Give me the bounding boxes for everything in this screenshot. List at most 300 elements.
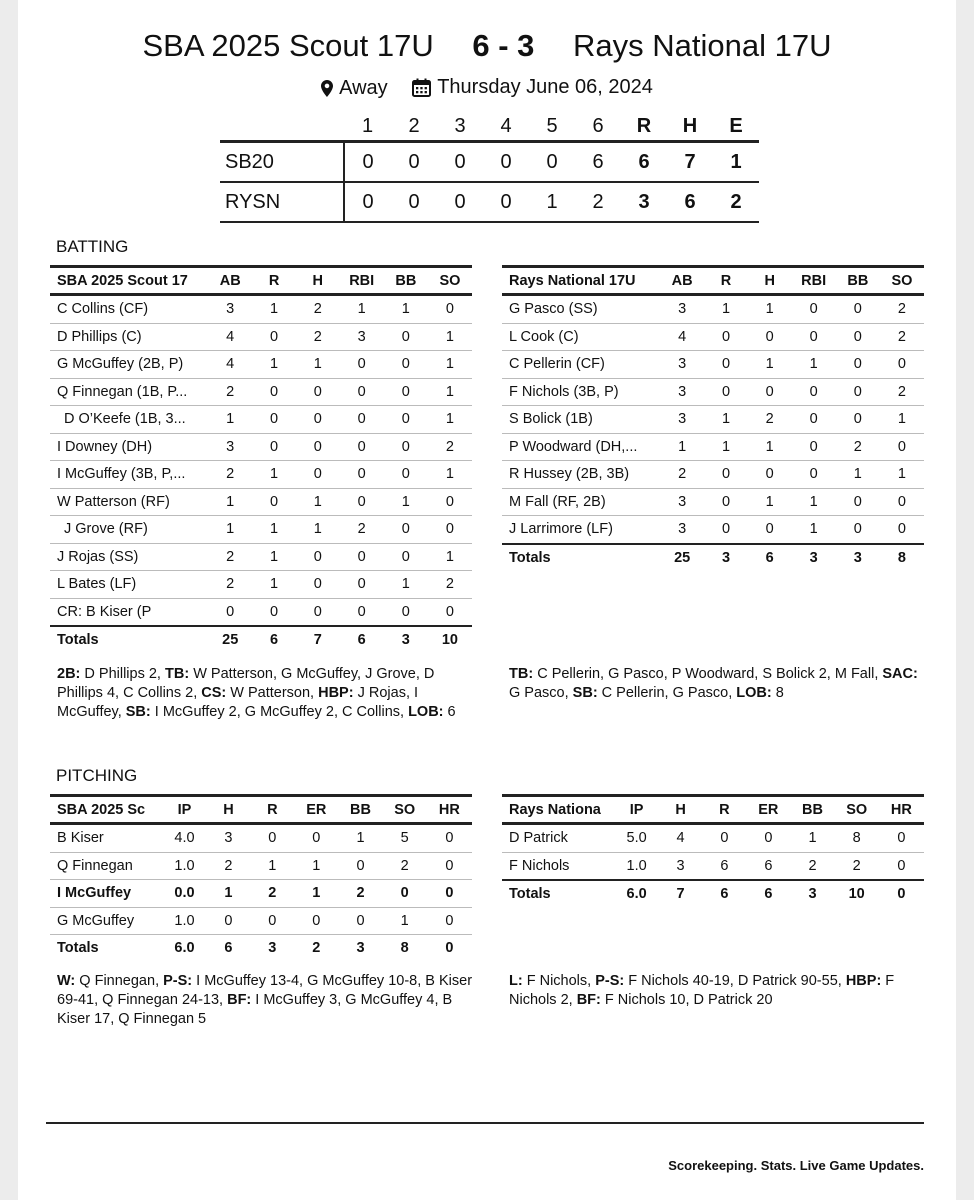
stat-column-header: HR: [438, 801, 460, 818]
player-name: M Fall (RF, 2B): [502, 488, 660, 516]
stat-column-header: SO: [439, 272, 461, 289]
note-text: D Phillips 2,: [80, 666, 165, 682]
home-batting-notes: [57, 665, 477, 722]
stat-cell: 1: [296, 488, 340, 516]
stat-cell: 1: [208, 516, 252, 544]
stat-cell: 1: [704, 406, 748, 434]
stat-cell: 2: [340, 516, 384, 544]
player-name: I McGuffey (3B, P,...: [50, 461, 208, 489]
stat-cell: 0: [340, 571, 384, 599]
stat-cell: 2: [880, 295, 924, 324]
linescore-cell: 0: [454, 190, 466, 213]
stat-cell: 4: [659, 824, 703, 853]
stat-column-header: SO: [394, 801, 416, 818]
stat-column-header: IP: [177, 801, 192, 818]
stat-cell: 6: [746, 852, 790, 880]
stat-table-header: [50, 796, 472, 824]
stat-cell: 3: [660, 406, 704, 434]
note-text: 8: [771, 685, 784, 701]
note-text: 6: [443, 704, 456, 720]
linescore-column-header: H: [682, 115, 698, 137]
player-name: L Bates (LF): [50, 571, 208, 599]
totals-row: [50, 935, 472, 962]
stat-cell: 0: [384, 323, 428, 351]
stat-cell: 1: [384, 295, 428, 324]
note-label: LOB:: [408, 704, 444, 720]
stat-cell: 0: [384, 406, 428, 434]
player-row: [50, 598, 472, 626]
player-row: [50, 378, 472, 406]
note-label: TB:: [165, 666, 190, 682]
away-pitching-table: [502, 794, 924, 908]
stat-header-row: [50, 796, 472, 824]
game-date: Thursday June 06, 2024: [437, 76, 653, 98]
stat-cell: 0: [704, 488, 748, 516]
stat-column-header: IP: [629, 801, 644, 818]
player-name: Q Finnegan: [50, 852, 162, 880]
stat-cell: 0: [792, 433, 836, 461]
stat-cell: 1: [383, 907, 427, 935]
stat-cell: 2: [880, 323, 924, 351]
totals-cell: 0: [445, 940, 454, 957]
stat-table-header: [502, 267, 924, 295]
linescore-cell: 0: [362, 190, 374, 213]
stat-cell: 0: [252, 323, 296, 351]
stat-cell: 2: [208, 571, 252, 599]
stat-cell: 0: [250, 824, 294, 853]
note-label: CS:: [201, 685, 227, 701]
stat-cell: 2: [296, 323, 340, 351]
player-name: G Pasco (SS): [502, 295, 660, 324]
note-text: I McGuffey 13-4, G McGuffey 10-8, B Kiser 69-41, Q Finnegan 24-13,: [57, 973, 473, 1008]
team-column-header: Rays National 17U: [509, 272, 636, 289]
stat-cell: 0: [836, 295, 880, 324]
player-row: [502, 295, 924, 324]
stat-cell: 3: [660, 516, 704, 544]
note-label: HBP:: [318, 685, 354, 701]
linescore-column-header: 6: [592, 115, 604, 137]
stat-column-header: ER: [306, 801, 327, 818]
totals-cell: 6.0: [615, 880, 659, 908]
stat-cell: 0: [792, 461, 836, 489]
player-row: [50, 907, 472, 935]
totals-cell: 25: [208, 626, 252, 654]
stat-cell: 1: [208, 488, 252, 516]
stat-cell: 1: [704, 433, 748, 461]
stat-cell: 0: [880, 351, 924, 379]
note-text: W Patterson,: [226, 685, 319, 701]
stat-cell: 0: [252, 488, 296, 516]
stat-cell: 1: [340, 295, 384, 324]
team-column-header: Rays Nationa: [509, 801, 601, 818]
stat-cell: 2: [835, 852, 879, 880]
stat-cell: 0: [296, 461, 340, 489]
stat-cell: 1: [208, 406, 252, 434]
stat-cell: 1: [252, 543, 296, 571]
stat-cell: 1.0: [162, 907, 206, 935]
player-name: J Grove (RF): [50, 516, 208, 544]
stat-column-header: RBI: [801, 272, 827, 289]
stat-cell: 0: [792, 378, 836, 406]
stat-cell: 2: [790, 852, 834, 880]
stat-cell: 0: [704, 351, 748, 379]
stat-cell: 1: [338, 824, 382, 853]
stat-column-header: HR: [890, 801, 912, 818]
linescore-team: SB20: [220, 142, 344, 183]
player-name: C Collins (CF): [50, 295, 208, 324]
stat-cell: 2: [296, 295, 340, 324]
stat-cell: 1: [660, 433, 704, 461]
stat-cell: 1: [428, 461, 472, 489]
totals-label: Totals: [50, 626, 208, 654]
totals-cell: 10: [835, 880, 879, 908]
stat-cell: 2: [428, 433, 472, 461]
stat-cell: 0: [428, 295, 472, 324]
totals-cell: 8: [400, 940, 409, 957]
stat-column-header: ER: [758, 801, 779, 818]
player-name: P Woodward (DH,...: [502, 433, 660, 461]
stat-cell: 2: [660, 461, 704, 489]
stat-cell: 0: [748, 378, 792, 406]
totals-label: Totals: [502, 880, 615, 908]
home-pitching-notes: [57, 972, 477, 1029]
stat-cell: 0.0: [162, 880, 206, 908]
note-text: J Rojas, I McGuffey,: [57, 685, 419, 720]
player-row: [502, 461, 924, 489]
stat-cell: 3: [340, 323, 384, 351]
stat-cell: 2: [208, 543, 252, 571]
stat-cell: 2: [207, 852, 251, 880]
totals-cell: 3: [356, 940, 365, 957]
stat-cell: 2: [428, 571, 472, 599]
player-name: L Cook (C): [502, 323, 660, 351]
stat-cell: 2: [208, 378, 252, 406]
stat-cell: 0: [880, 433, 924, 461]
stat-cell: 0: [384, 378, 428, 406]
stat-cell: 1: [748, 488, 792, 516]
stat-cell: 0: [384, 543, 428, 571]
footer-tagline: Scorekeeping. Stats. Live Game Updates.: [668, 1158, 924, 1173]
player-row: [50, 461, 472, 489]
stat-cell: 1: [428, 406, 472, 434]
totals-cell: 25: [660, 544, 704, 572]
linescore-cell: 0: [454, 150, 466, 173]
stat-cell: 1: [296, 351, 340, 379]
totals-label: Totals: [502, 544, 660, 572]
stat-column-header: BB: [802, 801, 823, 818]
game-header: [18, 28, 956, 64]
stat-cell: 1: [207, 880, 251, 908]
stat-cell: 0: [836, 323, 880, 351]
linescore-cell: 0: [500, 190, 512, 213]
stat-cell: 0: [836, 488, 880, 516]
stat-cell: 1: [428, 323, 472, 351]
stat-cell: 2: [208, 461, 252, 489]
linescore-table: [220, 113, 759, 223]
stat-cell: 0: [252, 598, 296, 626]
stat-cell: 2: [748, 406, 792, 434]
stat-cell: 3: [660, 295, 704, 324]
stat-cell: 0: [748, 323, 792, 351]
player-row: [502, 378, 924, 406]
stat-cell: 0: [704, 378, 748, 406]
stat-cell: 0: [252, 433, 296, 461]
stat-cell: 1: [384, 571, 428, 599]
stat-cell: 0: [880, 516, 924, 544]
stat-cell: 0: [340, 543, 384, 571]
stat-cell: 1.0: [615, 852, 659, 880]
player-row: [50, 488, 472, 516]
totals-label: Totals: [57, 940, 99, 957]
stat-cell: 1: [296, 516, 340, 544]
player-row: [50, 433, 472, 461]
stat-cell: 2: [880, 378, 924, 406]
stat-column-header: R: [267, 801, 278, 818]
stat-cell: 0: [340, 378, 384, 406]
stat-column-header: H: [312, 272, 323, 289]
stat-cell: 1: [252, 461, 296, 489]
stat-cell: 0: [340, 488, 384, 516]
player-row: [502, 351, 924, 379]
linescore-cell: 3: [638, 190, 650, 213]
linescore-cell: 2: [592, 190, 604, 213]
player-name: F Nichols (3B, P): [502, 378, 660, 406]
note-label: SAC:: [882, 666, 918, 682]
stat-column-header: R: [720, 272, 732, 289]
stat-column-header: AB: [219, 272, 241, 289]
stat-cell: 3: [660, 488, 704, 516]
stat-cell: 0: [384, 351, 428, 379]
stat-cell: 1: [252, 516, 296, 544]
note-label: L:: [509, 973, 523, 989]
stat-cell: 0: [296, 378, 340, 406]
stat-column-header: BB: [395, 272, 417, 289]
player-row: [50, 880, 472, 908]
player-row: [502, 516, 924, 544]
stat-cell: 1: [428, 378, 472, 406]
note-text: G Pasco,: [509, 685, 573, 701]
note-text: F Nichols 10, D Patrick 20: [600, 992, 773, 1008]
stat-cell: 0: [748, 516, 792, 544]
totals-row: [50, 626, 472, 654]
stat-cell: 0: [384, 598, 428, 626]
stat-cell: 0: [296, 571, 340, 599]
team-column-header: SBA 2025 Scout 17: [57, 272, 188, 289]
player-name: I Downey (DH): [50, 433, 208, 461]
linescore-cell: 0: [408, 150, 420, 173]
stat-cell: 0: [296, 406, 340, 434]
scorebook-page: [18, 0, 956, 1200]
stat-cell: 1: [836, 461, 880, 489]
stat-cell: 4: [208, 351, 252, 379]
stat-cell: 0: [294, 824, 338, 853]
note-label: W:: [57, 973, 76, 989]
stat-table-body: [502, 824, 924, 908]
stat-cell: 0: [384, 461, 428, 489]
linescore-row: [220, 142, 759, 183]
stat-cell: 0: [427, 852, 472, 880]
totals-cell: 6.0: [174, 940, 195, 957]
stat-column-header: R: [719, 801, 730, 818]
totals-cell: 6: [702, 880, 746, 908]
stat-cell: 0: [294, 907, 338, 935]
note-label: BF:: [576, 992, 601, 1008]
player-row: [502, 433, 924, 461]
stat-cell: 0: [792, 323, 836, 351]
player-row: [50, 571, 472, 599]
note-label: 2B:: [57, 666, 81, 682]
stat-cell: 3: [208, 295, 252, 324]
stat-cell: 4.0: [162, 824, 206, 853]
stat-cell: 1: [792, 516, 836, 544]
totals-cell: 2: [312, 940, 321, 957]
linescore-column-header: 5: [546, 115, 558, 137]
stat-cell: 1: [252, 295, 296, 324]
stat-cell: 4: [660, 323, 704, 351]
stat-cell: 8: [835, 824, 879, 853]
linescore-cell: 0: [500, 150, 512, 173]
stat-cell: 1: [880, 461, 924, 489]
player-row: [50, 852, 472, 880]
stat-cell: 0: [252, 378, 296, 406]
stat-column-header: H: [764, 272, 775, 289]
player-name: R Hussey (2B, 3B): [502, 461, 660, 489]
player-row: [50, 323, 472, 351]
stat-cell: 1: [880, 406, 924, 434]
totals-cell: 10: [428, 626, 472, 654]
batting-section-title: BATTING: [56, 237, 129, 256]
linescore-column-header: 4: [500, 115, 512, 137]
home-pitching-table: [50, 794, 472, 962]
stat-cell: 0: [792, 406, 836, 434]
stat-cell: 1: [250, 852, 294, 880]
stat-table-body: [50, 824, 472, 962]
stat-cell: 1: [252, 571, 296, 599]
stat-header-row: [502, 796, 924, 824]
player-name: J Larrimore (LF): [502, 516, 660, 544]
stat-cell: 0: [836, 516, 880, 544]
stat-cell: 1: [294, 880, 338, 908]
stat-cell: 1: [748, 351, 792, 379]
linescore-team-header: [220, 113, 344, 142]
stat-table-body: [502, 295, 924, 572]
linescore-cell: 1: [730, 150, 742, 173]
stat-table-header: [502, 796, 924, 824]
linescore-header: [220, 113, 759, 142]
note-text: F Nichols 40-19, D Patrick 90-55,: [624, 973, 846, 989]
stat-cell: 0: [746, 824, 790, 853]
stat-cell: 0: [879, 852, 924, 880]
stat-column-header: AB: [671, 272, 693, 289]
stat-column-header: H: [675, 801, 686, 818]
stat-cell: 0: [792, 295, 836, 324]
stat-cell: 0: [252, 406, 296, 434]
player-name: Q Finnegan (1B, P...: [50, 378, 208, 406]
note-label: P-S:: [163, 973, 193, 989]
player-row: [50, 351, 472, 379]
stat-cell: 1.0: [162, 852, 206, 880]
stat-header-row: [50, 267, 472, 295]
player-name: J Rojas (SS): [50, 543, 208, 571]
linescore-cell: 2: [730, 190, 742, 213]
footer-divider: [46, 1122, 924, 1124]
stat-cell: 0: [208, 598, 252, 626]
linescore-column-header: 1: [361, 115, 374, 137]
stat-cell: 1: [428, 543, 472, 571]
stat-header-row: [502, 267, 924, 295]
linescore-header-row: [220, 113, 759, 142]
stat-cell: 3: [660, 378, 704, 406]
player-row: [502, 852, 924, 880]
linescore-row: [220, 182, 759, 222]
player-name: D Patrick: [502, 824, 615, 853]
stat-cell: 0: [383, 880, 427, 908]
note-text: I McGuffey 2, G McGuffey 2, C Collins,: [150, 704, 409, 720]
totals-cell: 0: [879, 880, 924, 908]
linescore-column-header: R: [636, 115, 652, 137]
stat-cell: 0: [704, 461, 748, 489]
player-name: I McGuffey: [50, 880, 162, 908]
calendar-icon: [412, 78, 431, 97]
player-name: S Bolick (1B): [502, 406, 660, 434]
note-text: I McGuffey 3, G McGuffey 4, B Kiser 17, Q Finnegan 5: [57, 992, 453, 1027]
player-row: [50, 295, 472, 324]
stat-cell: 0: [427, 907, 472, 935]
note-label: LOB:: [736, 685, 772, 701]
stat-cell: 1: [748, 295, 792, 324]
stat-column-header: BB: [350, 801, 371, 818]
stat-cell: 2: [338, 880, 382, 908]
linescore-column-header: 2: [408, 115, 420, 137]
stat-cell: 1: [428, 351, 472, 379]
note-text: Q Finnegan,: [75, 973, 164, 989]
stat-cell: 0: [427, 824, 472, 853]
stat-cell: 0: [340, 351, 384, 379]
totals-cell: 6: [748, 544, 792, 572]
away-team-name: Rays National 17U: [573, 28, 832, 63]
linescore-cell: 0: [408, 190, 420, 213]
player-name: G McGuffey: [50, 907, 162, 935]
stat-cell: 3: [208, 433, 252, 461]
note-label: P-S:: [595, 973, 625, 989]
totals-cell: 3: [268, 940, 277, 957]
stat-cell: 0: [296, 433, 340, 461]
date-info: [412, 76, 653, 99]
stat-cell: 0: [296, 543, 340, 571]
stat-column-header: SO: [891, 272, 913, 289]
stat-cell: 0: [338, 907, 382, 935]
linescore-column-header: E: [729, 115, 743, 137]
linescore-cell: 6: [592, 150, 604, 173]
team-column-header: SBA 2025 Sc: [57, 801, 146, 818]
note-text: C Pellerin, G Pasco,: [597, 685, 737, 701]
stat-cell: 0: [250, 907, 294, 935]
totals-cell: 3: [704, 544, 748, 572]
totals-cell: 7: [296, 626, 340, 654]
player-row: [502, 488, 924, 516]
stat-cell: 1: [790, 824, 834, 853]
player-name: C Pellerin (CF): [502, 351, 660, 379]
player-row: [50, 824, 472, 853]
linescore-cell: 0: [362, 150, 374, 173]
stat-cell: 0: [340, 406, 384, 434]
location-label: Away: [339, 77, 388, 99]
stat-cell: 6: [702, 852, 746, 880]
totals-cell: 3: [792, 544, 836, 572]
location-info: [321, 77, 388, 100]
totals-cell: 3: [384, 626, 428, 654]
stat-cell: 1: [792, 488, 836, 516]
